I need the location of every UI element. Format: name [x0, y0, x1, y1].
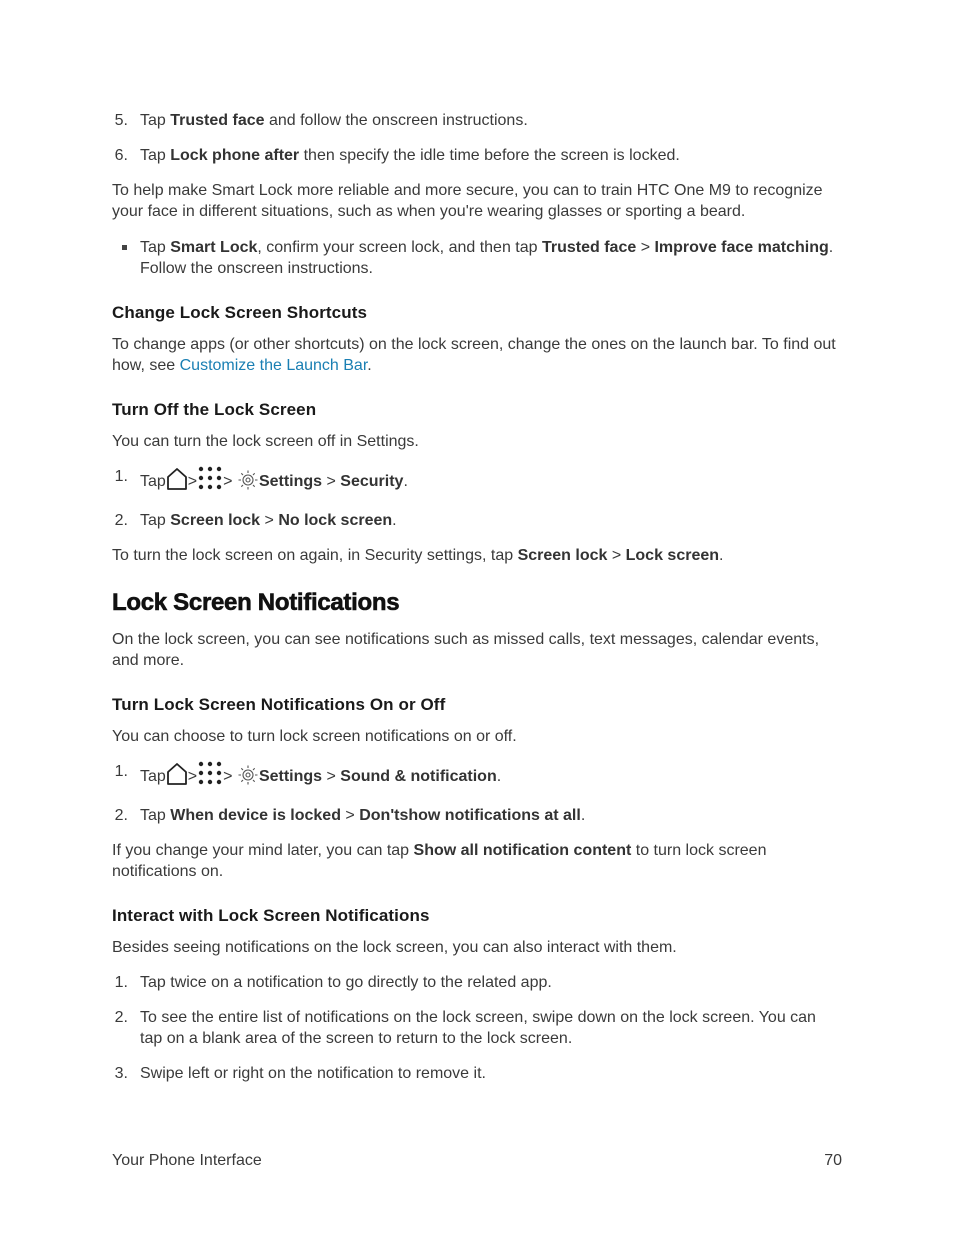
bold-term: No lock screen	[278, 512, 393, 529]
list-number: 6.	[114, 147, 128, 164]
bold-term: Trusted face	[541, 239, 637, 256]
text: then specify the idle time before the screen is locked.	[299, 147, 680, 164]
text: >	[187, 473, 198, 490]
text: Tap twice on a notification to go directly to the related app.	[140, 974, 552, 991]
heading-change-shortcuts: Change Lock Screen Shortcuts	[112, 303, 368, 322]
heading-interact-notifications: Interact with Lock Screen Notifications	[112, 906, 430, 925]
list-number: 3.	[114, 1065, 128, 1082]
paragraph-on-off-intro: You can choose to turn lock screen notifications on or off.	[112, 728, 517, 745]
list-item-step-1	[112, 972, 842, 993]
bold-term: Trusted face	[170, 112, 265, 129]
text: >	[607, 547, 626, 564]
text: Tap	[140, 147, 171, 164]
home-icon	[166, 762, 188, 794]
text: >	[223, 473, 233, 490]
text: To change apps (or other shortcuts) on the lock screen, change the ones on the launch bar. To find out how, see	[112, 336, 836, 374]
list-number: 2.	[114, 512, 128, 529]
footer-page-number: 70	[824, 1152, 842, 1169]
text: >	[636, 239, 655, 256]
text: to turn lock screen notifications on.	[112, 842, 767, 880]
text: and follow the onscreen instructions.	[264, 112, 528, 129]
paragraph-change-mind	[112, 840, 842, 882]
list-number: 5.	[114, 112, 128, 129]
text: . Follow the onscreen instructions.	[140, 239, 834, 277]
bold-term: Security	[340, 473, 404, 490]
heading-turn-off-lock: Turn Off the Lock Screen	[112, 400, 317, 419]
text: .	[719, 547, 724, 564]
bold-term: Screen lock	[517, 547, 608, 564]
list-number: 1.	[114, 763, 128, 780]
text: Tap	[140, 807, 171, 824]
text: , confirm your screen lock, and then tap	[257, 239, 542, 256]
paragraph-turn-on-again	[112, 545, 842, 566]
bold-term: Sound & notification	[340, 768, 497, 785]
heading-notifications-on-off: Turn Lock Screen Notifications On or Off	[112, 695, 446, 714]
settings-gear-icon	[237, 469, 259, 499]
list-item-step-1	[112, 465, 842, 499]
bullet-marker	[122, 245, 127, 250]
all-apps-icon	[197, 465, 223, 499]
bold-term: Screen lock	[170, 512, 261, 529]
list-number: 2.	[114, 807, 128, 824]
text: .	[403, 473, 408, 490]
footer-section-name: Your Phone Interface	[112, 1152, 262, 1169]
bold-term: When device is locked	[170, 807, 341, 824]
customize-launch-bar-link[interactable]: Customize the Launch Bar	[179, 357, 368, 374]
bold-term: Lock phone after	[170, 147, 300, 164]
list-item-step-2	[112, 510, 842, 531]
bold-term: Smart Lock	[170, 239, 258, 256]
text: Tap	[140, 239, 171, 256]
list-item-step-3	[112, 1063, 842, 1084]
all-apps-icon	[197, 760, 223, 794]
list-item-step-1	[112, 760, 842, 794]
text: Tap	[140, 473, 166, 490]
text: .	[496, 768, 502, 785]
text: .	[367, 357, 372, 374]
bullet-item	[112, 237, 842, 279]
text: .	[580, 807, 586, 824]
list-number: 1.	[114, 974, 128, 991]
text: >	[187, 768, 198, 785]
text: To turn the lock screen on again, in Security settings, tap	[112, 547, 518, 564]
bold-term: Improve face matching	[654, 239, 829, 256]
text: >	[340, 807, 360, 824]
text: Tap	[140, 512, 171, 529]
paragraph-turn-off-intro: You can turn the lock screen off in Settings.	[112, 433, 419, 450]
bold-term: Don'tshow notifications at all	[359, 807, 581, 824]
text: >	[260, 512, 279, 529]
bold-term: Settings	[258, 768, 323, 785]
bold-term: Lock screen	[625, 547, 720, 564]
text: .	[392, 512, 397, 529]
list-item-step-5	[112, 110, 842, 131]
text: >	[223, 768, 233, 785]
bold-term: Show all notification content	[413, 842, 632, 859]
paragraph-shortcuts	[112, 334, 842, 376]
text: Tap	[140, 112, 171, 129]
settings-gear-icon	[237, 764, 259, 794]
paragraph-notifications-intro: On the lock screen, you can see notifications such as missed calls, text messages, calendar events, and more.	[112, 631, 820, 669]
bold-term: Settings	[258, 473, 323, 490]
text: Swipe left or right on the notification to remove it.	[140, 1065, 486, 1082]
list-number: 2.	[114, 1009, 128, 1026]
paragraph-interact-intro: Besides seeing notifications on the lock screen, you can also interact with them.	[112, 939, 677, 956]
list-number: 1.	[114, 468, 128, 485]
text: If you change your mind later, you can tap	[112, 842, 414, 859]
home-icon	[166, 467, 188, 499]
text: To see the entire list of notifications on the lock screen, swipe down on the lock screen. You can tap on a blank area of the screen to return to the lock screen.	[140, 1009, 816, 1047]
paragraph-train-face: To help make Smart Lock more reliable and more secure, you can to train HTC One M9 to recognize your face in different situations, such as when you're wearing glasses or sporting a beard.	[112, 182, 823, 220]
section-title-lock-screen-notifications: Lock Screen Notifications	[112, 589, 400, 616]
list-item-step-6	[112, 145, 842, 166]
list-item-step-2	[112, 1007, 842, 1049]
text: >	[322, 768, 341, 785]
text: >	[322, 473, 341, 490]
text: Tap	[140, 768, 166, 785]
list-item-step-2	[112, 805, 842, 826]
page-content	[112, 110, 842, 1084]
